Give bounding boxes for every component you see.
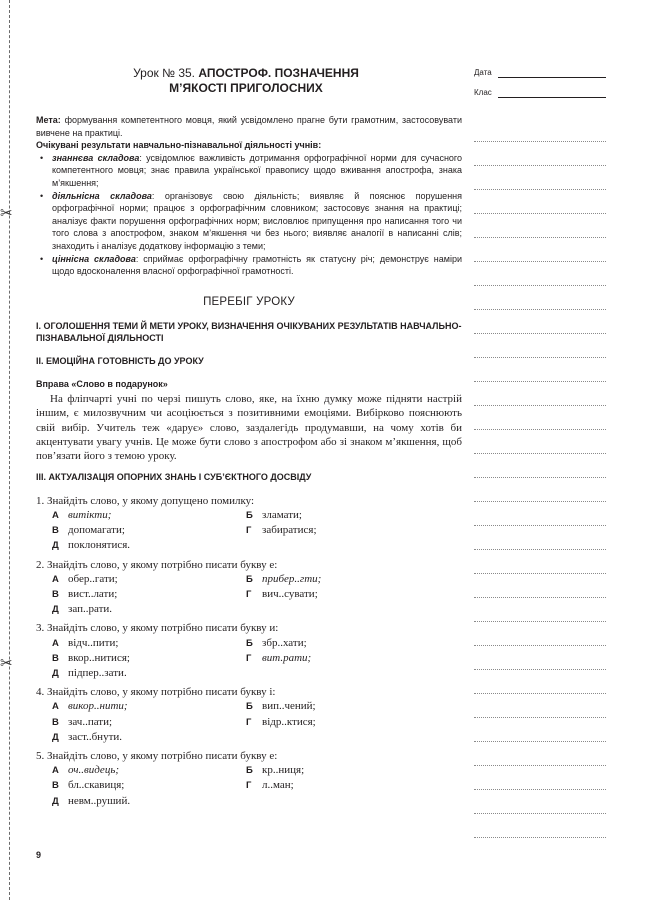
answer-option[interactable] xyxy=(52,730,246,745)
class-field[interactable] xyxy=(474,86,606,98)
answer-option[interactable] xyxy=(246,587,446,602)
option-word: допомагати; xyxy=(68,524,125,537)
option-letter: Г xyxy=(246,525,252,537)
answer-option[interactable] xyxy=(52,587,246,602)
option-word: зап..рати. xyxy=(68,603,113,616)
option-letter: Д xyxy=(52,667,59,679)
option-word: невм..руший. xyxy=(68,794,131,807)
option-letter: А xyxy=(52,637,59,649)
answer-option[interactable] xyxy=(246,523,446,538)
option-letter: В xyxy=(52,652,59,664)
option-word: зламати; xyxy=(262,508,302,521)
date-line[interactable] xyxy=(498,68,606,78)
answer-options xyxy=(52,763,462,809)
option-letter: В xyxy=(52,780,59,792)
option-word: відч..пити; xyxy=(68,636,119,649)
option-letter: В xyxy=(52,588,59,600)
notes-header xyxy=(474,66,606,106)
answer-options xyxy=(52,508,462,554)
option-letter: Г xyxy=(246,716,252,728)
date-label: Дата xyxy=(474,68,492,77)
option-word: викор..нити; xyxy=(68,700,128,713)
option-word: поклонятися. xyxy=(68,539,131,552)
answer-option[interactable] xyxy=(246,651,446,666)
option-letter: А xyxy=(52,509,59,521)
question-block xyxy=(36,621,462,681)
option-letter: Г xyxy=(246,780,252,792)
question-stem: 2. Знайдіть слово, у якому потрібно писати букву е: xyxy=(36,558,278,571)
answer-option[interactable] xyxy=(246,715,446,730)
lesson-content xyxy=(36,114,462,813)
option-word: обер..гати; xyxy=(68,572,118,585)
option-word: оч..видець; xyxy=(68,764,119,777)
option-word: підпер..зати. xyxy=(68,666,127,679)
answer-option[interactable] xyxy=(52,651,246,666)
option-letter: Д xyxy=(52,795,59,807)
answer-option[interactable] xyxy=(52,572,246,587)
expected-results-label: Очікувані результати навчально-пізнавальної діяльності учнів: xyxy=(36,140,322,151)
lesson-topic-line2: М’ЯКОСТІ ПРИГОЛОСНИХ xyxy=(169,81,323,95)
option-letter: Б xyxy=(246,637,253,649)
exercise-title: Вправа «Слово в подарунок» xyxy=(36,378,168,389)
lesson-topic-line1: АПОСТРОФ. ПОЗНАЧЕННЯ xyxy=(198,66,359,80)
option-letter: Б xyxy=(246,701,253,713)
question-stem: 1. Знайдіть слово, у якому допущено помилку: xyxy=(36,494,255,507)
answer-option[interactable] xyxy=(52,715,246,730)
course-heading: ПЕРЕБІГ УРОКУ xyxy=(203,295,295,308)
lesson-meta xyxy=(36,114,462,278)
option-word: л..ман; xyxy=(262,779,294,792)
goal-label: Мета: xyxy=(36,115,61,125)
option-word: збр..хати; xyxy=(262,636,307,649)
goal-paragraph xyxy=(36,114,462,139)
answer-option[interactable] xyxy=(52,699,246,714)
answer-option[interactable] xyxy=(52,763,246,778)
answer-option[interactable] xyxy=(246,699,446,714)
option-letter: Г xyxy=(246,652,252,664)
answer-option[interactable] xyxy=(52,602,246,617)
option-letter: Б xyxy=(246,765,253,777)
option-letter: Г xyxy=(246,588,252,600)
list-item: • ціннісна складова: сприймає орфографічну грамотність як статусну річ; демонструє наміри щодо вдосконалення власної орфографічної грамотності. xyxy=(36,253,462,278)
question-list xyxy=(36,494,462,809)
answer-option[interactable] xyxy=(246,778,446,793)
answer-option[interactable] xyxy=(246,763,446,778)
answer-option[interactable] xyxy=(246,636,446,651)
option-word: заст..бнути. xyxy=(68,730,123,743)
option-letter: А xyxy=(52,573,59,585)
option-word: вич..сувати; xyxy=(262,587,318,600)
option-letter: Б xyxy=(246,509,253,521)
page-number: 9 xyxy=(36,850,42,860)
outcomes-list xyxy=(36,152,462,278)
option-letter: Д xyxy=(52,604,59,616)
answer-options xyxy=(52,636,462,682)
answer-option[interactable] xyxy=(246,508,446,523)
answer-option[interactable] xyxy=(52,538,246,553)
question-block xyxy=(36,494,462,554)
option-word: зач..пати; xyxy=(68,715,113,728)
option-word: бл..скавиця; xyxy=(68,779,125,792)
list-item: • знаннєва складова: усвідомлює важливість дотримання орфографічної норми для сучасного компетентного мовця; знає правила української правопису щодо вживання апострофа, знака м’якшення; xyxy=(36,152,462,190)
option-word: вкор..нитися; xyxy=(68,651,130,664)
option-word: кр..ниця; xyxy=(262,764,305,777)
class-label: Клас xyxy=(474,88,492,97)
cut-line xyxy=(9,0,10,900)
scissors-icon: ✂ xyxy=(0,655,13,672)
goal-text: формування компетентного мовця, який усвідомлено прагне бути грамотним, застосовувати вивчене на практиці. xyxy=(36,115,462,138)
option-word: відр..ктися; xyxy=(262,715,316,728)
section-heading-1: I. ОГОЛОШЕННЯ ТЕМИ Й МЕТИ УРОКУ, ВИЗНАЧЕННЯ ОЧІКУВАНИХ РЕЗУЛЬТАТІВ НАВЧАЛЬНО-ПІЗНАВАЛЬНОЇ ДІЯЛЬНОСТІ xyxy=(36,320,462,344)
answer-option[interactable] xyxy=(52,666,246,681)
notes-lines xyxy=(474,118,606,838)
option-word: вип..чений; xyxy=(262,700,316,713)
question-stem: 5. Знайдіть слово, у якому потрібно писати букву е: xyxy=(36,749,278,762)
option-letter: В xyxy=(52,716,59,728)
option-word: витікти; xyxy=(68,508,112,521)
class-line[interactable] xyxy=(498,88,606,98)
option-letter: А xyxy=(52,765,59,777)
answer-option[interactable] xyxy=(52,523,246,538)
lesson-number: Урок № 35. xyxy=(133,66,195,80)
option-letter: Д xyxy=(52,731,59,743)
question-block xyxy=(36,685,462,745)
question-stem: 3. Знайдіть слово, у якому потрібно писати букву и: xyxy=(36,622,279,635)
option-letter: В xyxy=(52,525,59,537)
section-heading-3: III. АКТУАЛІЗАЦІЯ ОПОРНИХ ЗНАНЬ І СУБ’ЄКТНОГО ДОСВІДУ xyxy=(36,472,312,483)
question-block xyxy=(36,558,462,618)
answer-option[interactable] xyxy=(52,508,246,523)
answer-option[interactable] xyxy=(52,778,246,793)
date-field[interactable] xyxy=(474,66,606,78)
option-word: прибер..гти; xyxy=(262,572,322,585)
answer-options xyxy=(52,572,462,618)
answer-options xyxy=(52,699,462,745)
lesson-title xyxy=(60,66,432,96)
question-block xyxy=(36,749,462,809)
option-letter: А xyxy=(52,701,59,713)
exercise-text: На фліпчарті учні по черзі пишуть слово, яке, на їхню думку може підняти настрій іншим, є милозвучним чи асоціюється з позитивними емоціями. Вибірково пояснюють свій вибір. Учитель теж «дарує» слово, заздалегідь продумавши, на чому хотів би акцентувати увагу учнів. Це може бути слово з апострофом або зі знаком м’якшення, щоб пов’язати його з темою уроку. xyxy=(36,393,462,462)
option-word: забиратися; xyxy=(262,524,317,537)
question-stem: 4. Знайдіть слово, у якому потрібно писати букву і: xyxy=(36,686,276,699)
list-item: • діяльнісна складова: організовує свою діяльність; виявляє й пояснює порушення орфографічної норми; працює з орфографічним словником; застосовує знання на практиці; аналізує факти порушення орфографічних норм; висловлює припущення про написання того чи того слова з апострофом, знаком м’якшення чи без нього; виявляє аналогії в написанні слів; знаходить і аналізує додаткову інформацію з теми; xyxy=(36,190,462,253)
section-heading-2: II. ЕМОЦІЙНА ГОТОВНІСТЬ ДО УРОКУ xyxy=(36,355,204,366)
option-word: вист..лати; xyxy=(68,587,118,600)
option-word: вит.рати; xyxy=(262,651,312,664)
answer-option[interactable] xyxy=(52,794,246,809)
answer-option[interactable] xyxy=(246,572,446,587)
option-letter: Б xyxy=(246,573,253,585)
option-letter: Д xyxy=(52,540,59,552)
answer-option[interactable] xyxy=(52,636,246,651)
scissors-icon: ✂ xyxy=(0,205,13,222)
